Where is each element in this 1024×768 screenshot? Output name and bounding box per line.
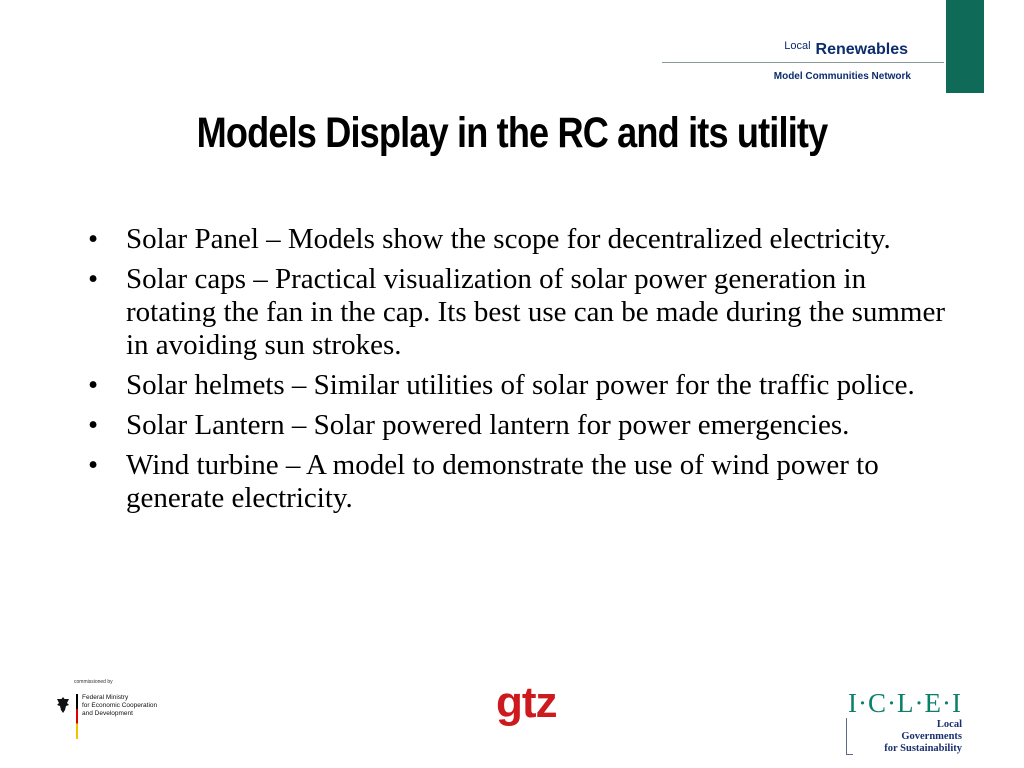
commissioned-by-label: commissioned by <box>74 679 113 685</box>
iclei-tagline-line: for Sustainability <box>884 743 962 754</box>
bullet-icon: • <box>88 449 99 481</box>
bullet-text: Solar caps – Practical visualization of solar power generation in rotating the fan in the cap. Its best use can be made during the summer in avoiding sun strokes. <box>126 263 945 361</box>
slide-title: Models Display in the RC and its utility <box>196 109 828 157</box>
bullet-item <box>88 223 948 256</box>
bullet-list <box>88 223 948 522</box>
bullet-item <box>88 263 948 362</box>
bullet-icon: • <box>88 223 99 255</box>
header-divider <box>662 62 944 63</box>
ministry-line: and Development <box>82 710 133 717</box>
ministry-logo-text <box>82 694 157 718</box>
bullet-text: Solar Lantern – Solar powered lantern for power emergencies. <box>126 409 850 441</box>
bullet-item <box>88 449 948 515</box>
iclei-tagline-line: Governments <box>901 731 962 742</box>
ministry-line: Federal Ministry <box>82 694 129 701</box>
iclei-logo: I·C·L·E·I <box>848 688 962 718</box>
bullet-text: Solar Panel – Models show the scope for decentralized electricity. <box>126 223 891 255</box>
header-accent-bar <box>946 0 984 93</box>
brand-small-text: Local <box>784 40 811 52</box>
brand-subtitle: Model Communities Network <box>773 71 911 82</box>
iclei-bracket-decoration <box>846 718 853 755</box>
bullet-text: Solar helmets – Similar utilities of solar power for the traffic police. <box>126 369 915 401</box>
bullet-item <box>88 409 948 442</box>
eagle-emblem-icon <box>56 696 70 714</box>
ministry-line: for Economic Cooperation <box>82 702 158 709</box>
bullet-icon: • <box>88 263 99 295</box>
brand-large-text: Renewables <box>815 41 908 58</box>
gtz-logo: gtz <box>496 678 557 727</box>
bullet-icon: • <box>88 409 99 441</box>
bullet-icon: • <box>88 369 99 401</box>
bullet-text: Wind turbine – A model to demonstrate the use of wind power to generate electricity. <box>126 449 879 514</box>
brand-logo <box>784 40 908 59</box>
iclei-tagline-line: Local <box>936 719 962 730</box>
bullet-item <box>88 369 948 402</box>
german-flag-stripe <box>76 694 78 739</box>
iclei-tagline <box>884 719 962 755</box>
